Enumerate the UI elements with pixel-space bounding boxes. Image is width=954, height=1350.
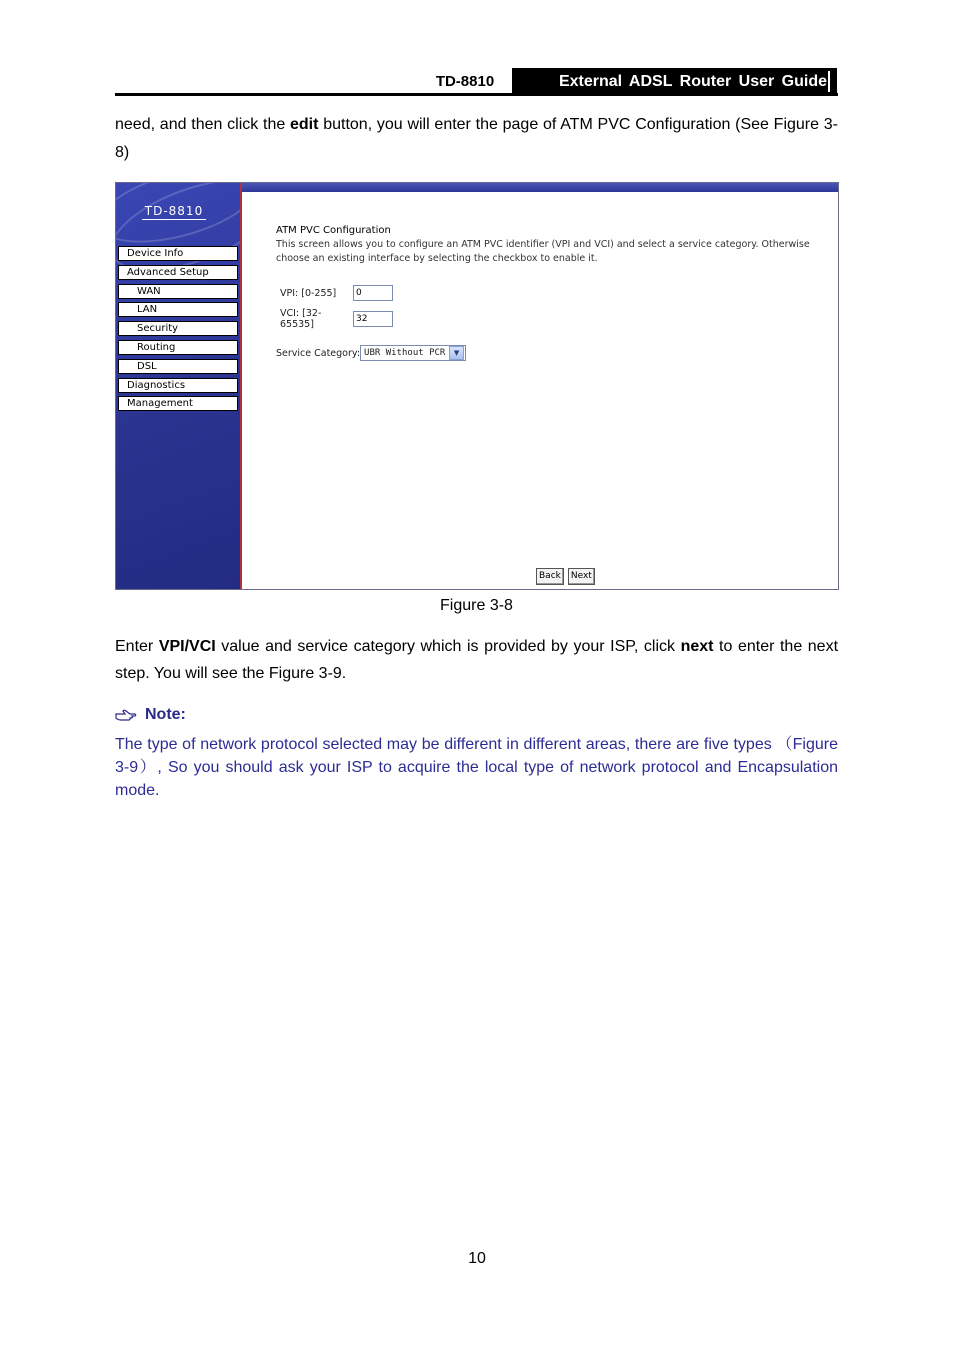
chevron-down-icon[interactable]: ▼ — [449, 346, 464, 360]
note-heading-text: Note: — [145, 706, 186, 723]
vci-row — [280, 308, 393, 330]
vci-input[interactable] — [353, 311, 393, 327]
body-next-bold: next — [680, 638, 714, 655]
vpi-row — [280, 285, 393, 301]
intro-text-1: need, and then click the — [115, 116, 290, 133]
atm-pvc-config-panel — [276, 225, 826, 359]
pointing-hand-icon — [115, 709, 137, 721]
service-category-row — [276, 345, 466, 361]
service-category-select[interactable] — [360, 345, 466, 361]
service-category-label: Service Category: — [276, 347, 361, 359]
vci-label: VCI: [32-65535] — [280, 308, 322, 330]
body-paragraph — [115, 633, 838, 687]
figure-screenshot — [115, 182, 839, 590]
nav-buttons — [536, 568, 595, 585]
body-text-3: to enter the next step. You will see the Figure 3-9. — [115, 638, 839, 682]
intro-text-2: button, you will enter the page of ATM PVC Configuration (See Figure 3-8) — [115, 116, 839, 161]
sidebar-item-dsl[interactable]: DSL — [118, 359, 238, 374]
header-rule — [115, 93, 838, 96]
header-guide-title: External ADSL Router User Guide — [512, 68, 837, 94]
screenshot-sidebar — [116, 183, 242, 589]
page-title: ATM PVC Configuration — [276, 225, 391, 236]
intro-paragraph — [115, 111, 838, 167]
page-number: 10 — [468, 1250, 486, 1267]
intro-edit-bold: edit — [290, 116, 319, 133]
sidebar-item-lan[interactable]: LAN — [118, 302, 238, 317]
note-text: The type of network protocol selected may be different in different areas, there are five types （Figure 3-9）, So you should ask your ISP to acquire the local type of network protocol and Encapsulation mode. — [115, 736, 838, 799]
vpi-label: VPI: [0-255] — [280, 287, 337, 299]
router-logo: TD-8810 — [142, 204, 206, 220]
back-button[interactable]: Back — [536, 568, 564, 585]
body-text-2: value and service category which is provided by your ISP, click — [215, 638, 681, 655]
figure-caption: Figure 3-8 — [440, 597, 513, 614]
sidebar-item-device-info[interactable]: Device Info — [118, 246, 238, 261]
page-description: This screen allows you to configure an ATM PVC identifier (VPI and VCI) and select a service category. Otherwise choose an existing interface by selecting the checkbox to enable it. — [276, 239, 810, 264]
header-divider — [828, 71, 830, 92]
next-button[interactable]: Next — [568, 568, 595, 585]
sidebar-item-management[interactable]: Management — [118, 396, 238, 411]
vpi-input[interactable] — [353, 285, 393, 301]
service-category-value: UBR Without PCR — [364, 348, 446, 358]
sidebar-item-advanced-setup[interactable]: Advanced Setup — [118, 265, 238, 280]
sidebar-item-security[interactable]: Security — [118, 321, 238, 336]
header-model: TD-8810 — [435, 73, 495, 90]
sidebar-menu — [118, 246, 238, 415]
sidebar-item-routing[interactable]: Routing — [118, 340, 238, 355]
body-vpivci-bold: VPI/VCI — [158, 638, 216, 655]
body-text-1: Enter — [115, 638, 159, 655]
sidebar-item-diagnostics[interactable]: Diagnostics — [118, 378, 238, 393]
note-heading — [115, 706, 186, 724]
sidebar-item-wan[interactable]: WAN — [118, 284, 238, 299]
